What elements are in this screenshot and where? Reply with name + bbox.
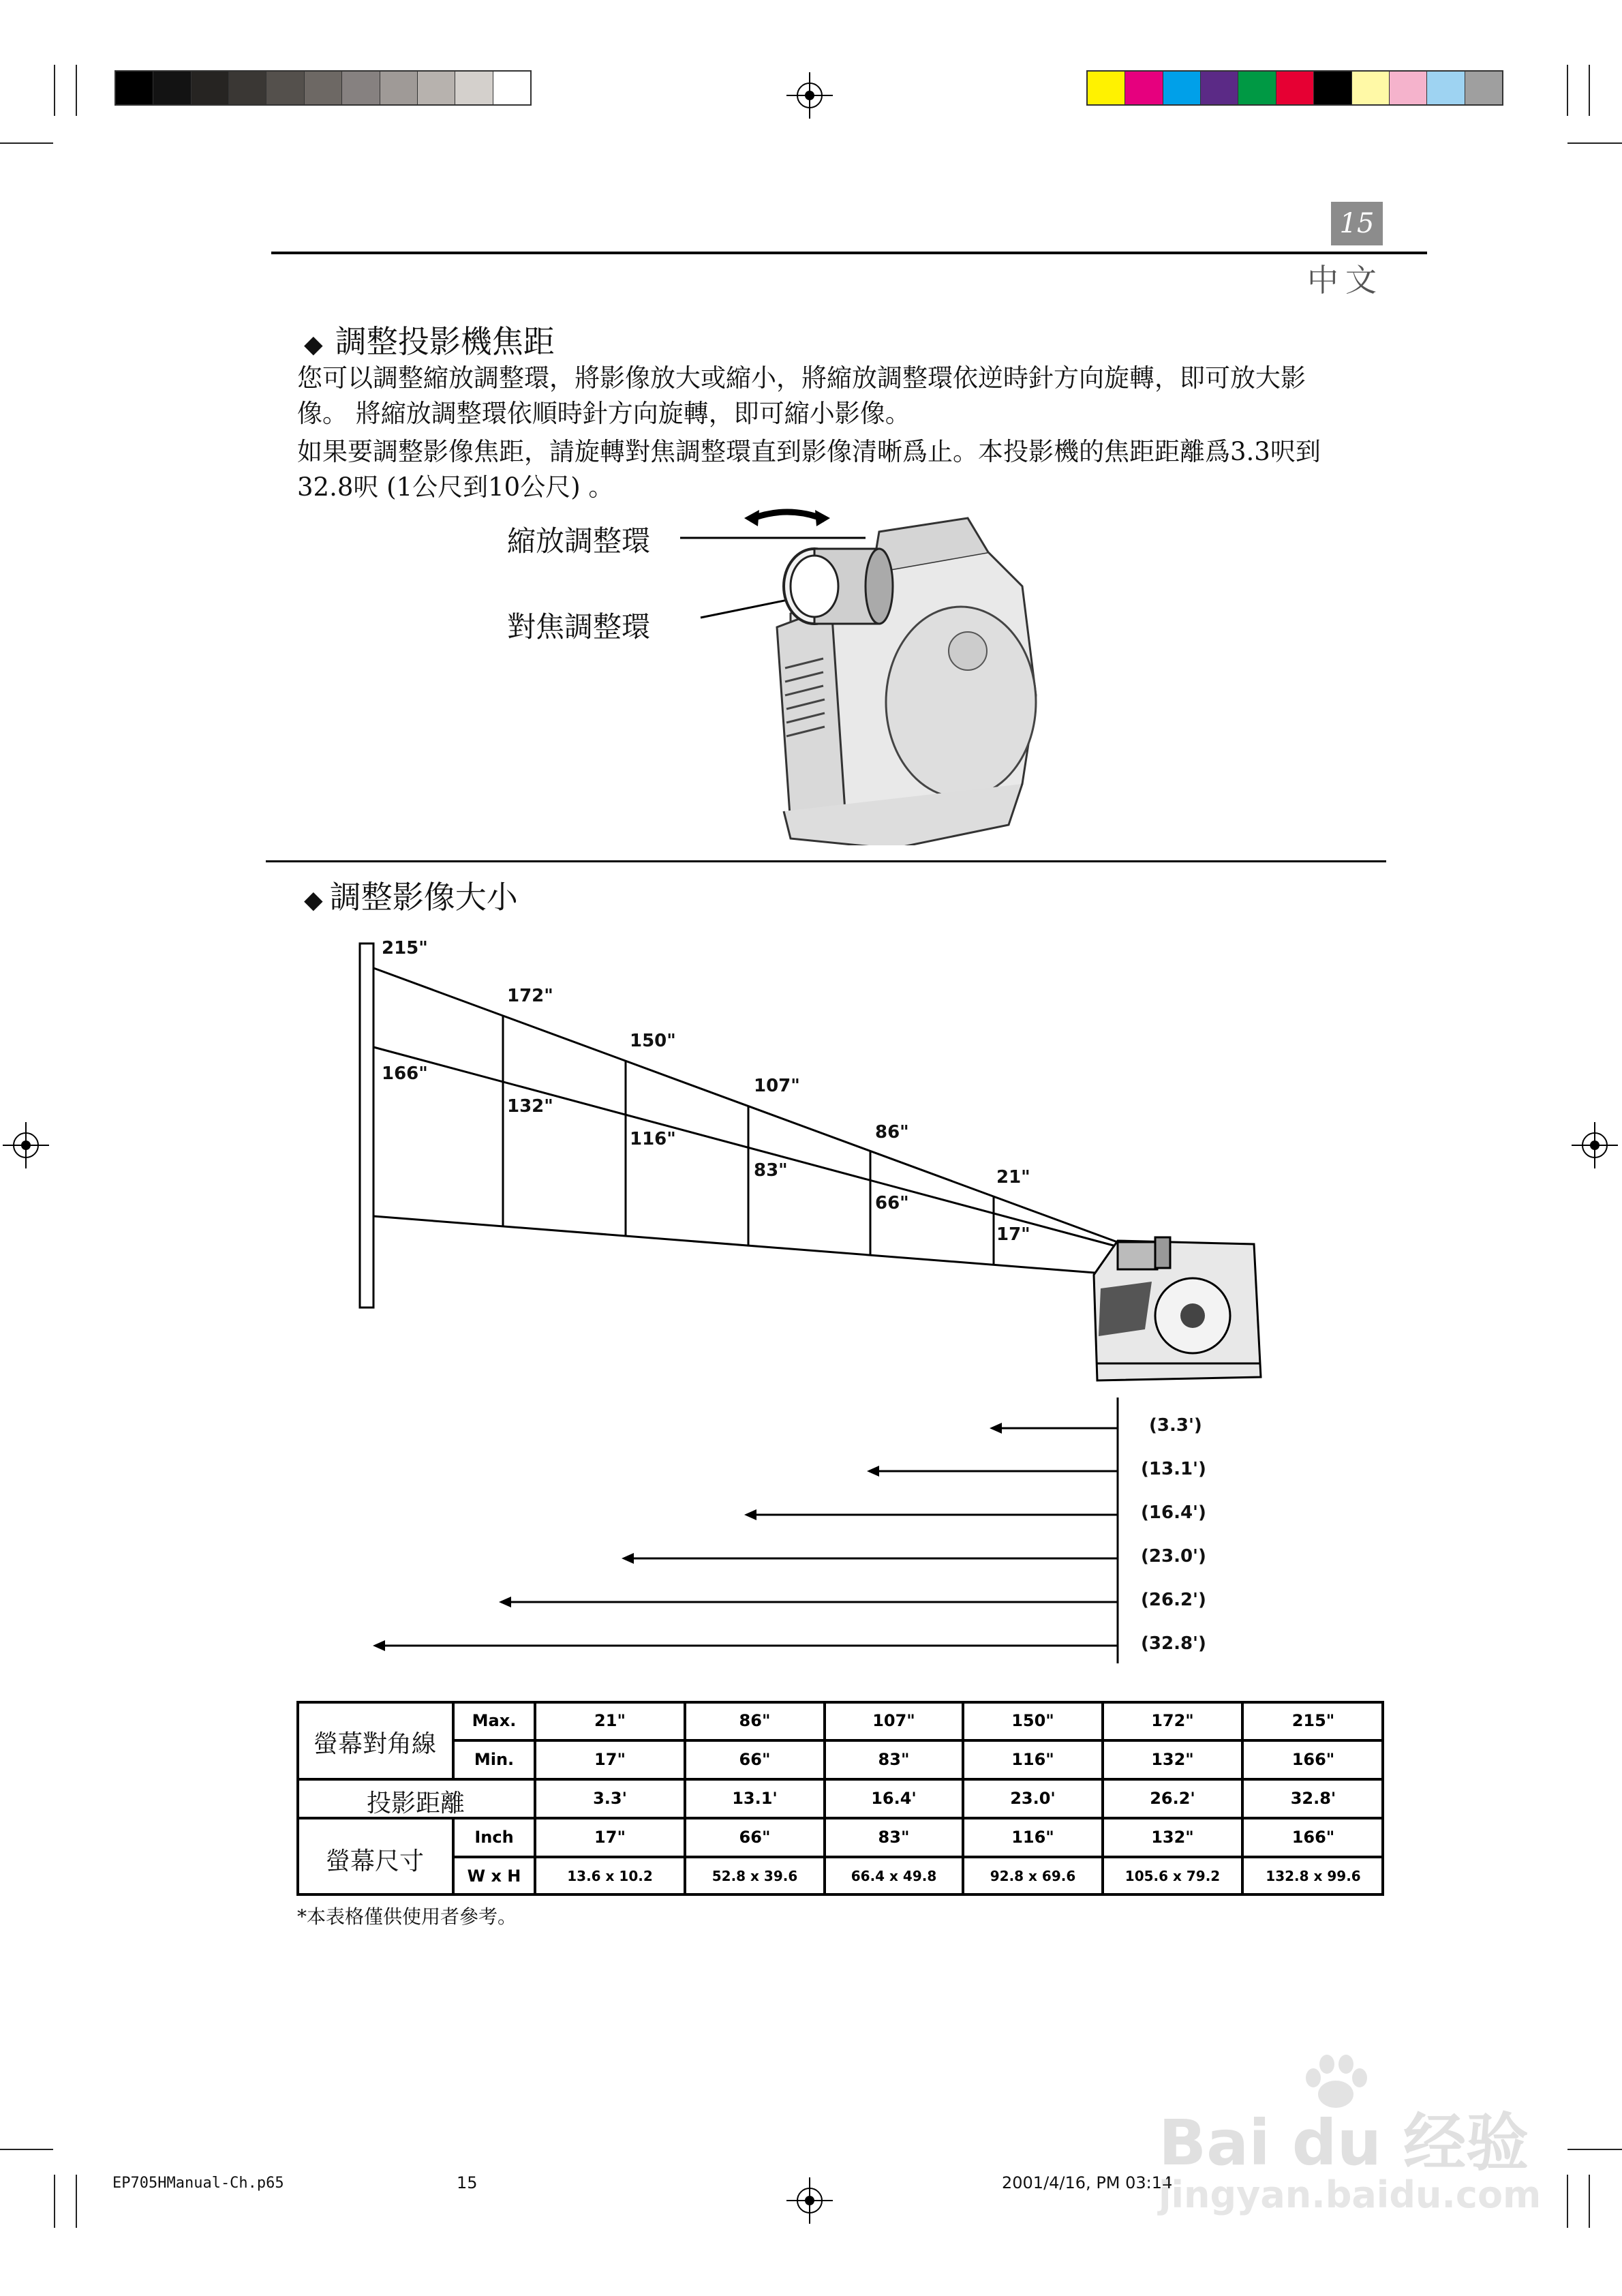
table-cell-max: 107" [872,1711,915,1730]
footer-page: 15 [457,2173,478,2192]
baidu-watermark [1159,2052,1542,2229]
table-subheader-wh: W x H [467,1867,521,1886]
watermark-brand: Bai du 经验 [1159,2106,1529,2179]
table-cell-min: 66" [739,1750,771,1769]
distance-label: (13.1') [1141,1459,1206,1479]
paragraph-line: 您可以調整縮放調整環，將影像放大或縮小，將縮放調整環依逆時針方向旋轉，即可放大影 [297,363,1306,393]
table-cell-min: 116" [1011,1750,1054,1769]
diagram-min-label: 132" [507,1096,553,1117]
diamond-bullet-icon: ◆ [304,331,323,359]
distance-label: (32.8') [1141,1633,1206,1654]
table-cell-min: 17" [594,1750,626,1769]
section2-title: 調整影像大小 [329,879,518,916]
table-cell-max: 172" [1151,1711,1194,1730]
diagram-max-label: 107" [754,1076,800,1096]
zoom-ring-label: 縮放調整環 [507,524,651,558]
diagram-max-label: 215" [382,938,428,958]
diagram-min-label: 66" [875,1193,909,1213]
diagram-max-label: 150" [630,1031,676,1051]
table-cell-wh: 92.8 x 69.6 [990,1868,1076,1884]
table-subheader-max: Max. [472,1711,517,1730]
table-cell-inch: 166" [1291,1828,1335,1847]
distance-label: (23.0') [1141,1546,1206,1567]
table-cell-inch: 132" [1151,1828,1194,1847]
table-cell-inch: 116" [1011,1828,1054,1847]
diagram-max-label: 86" [875,1122,909,1143]
table-note: *本表格僅供使用者參考。 [297,1905,517,1928]
diagram-min-label: 17" [996,1224,1030,1245]
paragraph-line: 像。 將縮放調整環依順時針方向旋轉，即可縮小影像。 [297,399,911,428]
page-number-badge: 15 [1331,202,1383,245]
table-cell-wh: 66.4 x 49.8 [851,1868,937,1884]
distance-label: (16.4') [1141,1502,1206,1523]
table-cell-distance: 23.0' [1010,1789,1056,1808]
table-cell-wh: 52.8 x 39.6 [711,1868,798,1884]
section1-title: 調整投影機焦距 [335,323,555,360]
footer-filename: EP705HManual-Ch.p65 [112,2175,284,2192]
table-cell-wh: 132.8 x 99.6 [1266,1868,1361,1884]
table-cell-distance: 32.8' [1290,1789,1336,1808]
table-cell-wh: 13.6 x 10.2 [567,1868,653,1884]
table-cell-distance: 16.4' [871,1789,917,1808]
diagram-min-label: 83" [754,1160,788,1181]
table-cell-max: 150" [1011,1711,1054,1730]
distance-label: (26.2') [1141,1590,1206,1610]
table-cell-inch: 17" [594,1828,626,1847]
diagram-max-label: 172" [507,986,553,1006]
table-row-header-diagonal: 螢幕對角線 [313,1730,436,1758]
table-subheader-min: Min. [474,1750,515,1769]
table-cell-max: 86" [739,1711,771,1730]
table-cell-distance: 26.2' [1150,1789,1195,1808]
footer-datetime: 2001/4/16, PM 03:14 [1002,2173,1173,2192]
table-cell-inch: 66" [739,1828,771,1847]
diagram-min-label: 166" [382,1063,428,1084]
table-cell-min: 132" [1151,1750,1194,1769]
language-label: 中文 [1307,262,1383,299]
paragraph-line: 如果要調整影像焦距，請旋轉對焦調整環直到影像清晰爲止。本投影機的焦距距離爲3.3呎到 [297,437,1321,466]
table-cell-max: 21" [594,1711,626,1730]
distance-label: (3.3') [1149,1415,1202,1436]
table-row-header-size: 螢幕尺寸 [325,1847,424,1875]
table-subheader-inch: Inch [474,1828,514,1847]
paragraph-line: 32.8呎 (1公尺到10公尺) 。 [297,472,614,502]
diamond-bullet-icon: ◆ [304,886,323,914]
focus-ring-label: 對焦調整環 [507,610,651,644]
table-cell-inch: 83" [878,1828,910,1847]
table-row-header-distance: 投影距離 [366,1789,465,1817]
table-cell-min: 83" [878,1750,910,1769]
registration-mark-bottom [786,2177,833,2224]
diagram-min-label: 116" [630,1129,676,1149]
table-cell-distance: 13.1' [732,1789,778,1808]
table-cell-max: 215" [1291,1711,1335,1730]
watermark-url: jingyan.baidu.com [1159,2173,1542,2216]
table-cell-distance: 3.3' [593,1789,627,1808]
table-cell-min: 166" [1291,1750,1335,1769]
diagram-max-label: 21" [996,1167,1030,1188]
table-cell-wh: 105.6 x 79.2 [1124,1868,1221,1884]
